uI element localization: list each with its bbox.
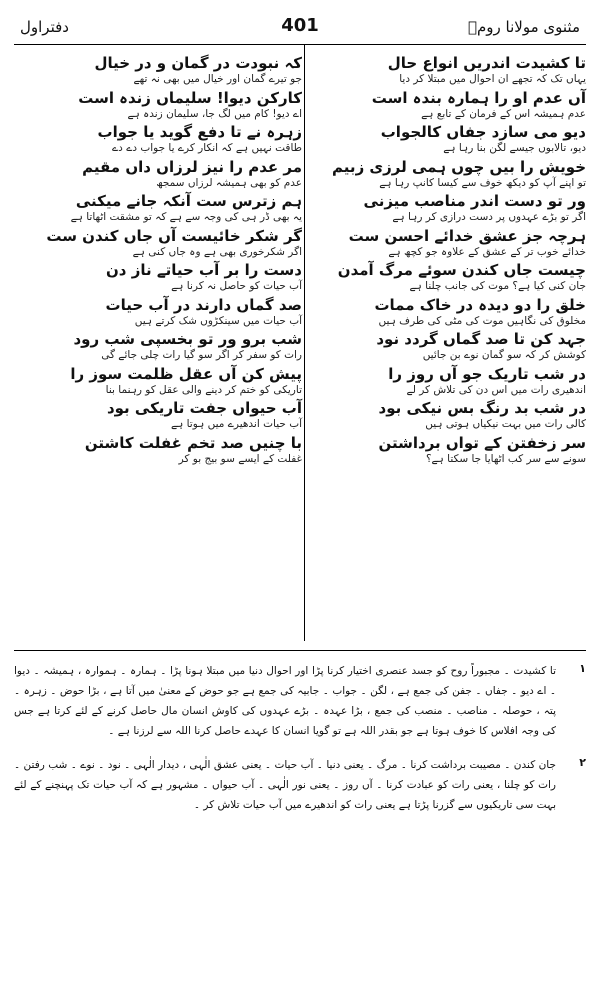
footnote-number: ۲	[579, 755, 586, 769]
verse-translation: خدائے خوب تر کے عشق کے علاوہ جو کچھ ہے	[388, 245, 586, 258]
right-verse-column	[304, 56, 586, 640]
column-divider	[304, 44, 305, 641]
verse-translation: کوشش کر کہ سو گمان نوے بن جائیں	[422, 349, 586, 361]
verse-translation: عدم کو بھی ہمیشہ لرزاں سمجھ	[156, 176, 302, 189]
verse-translation: مخلوق کی نگاہیں موت کی مٹی کی طرف ہیں	[378, 314, 586, 327]
verse-translation: یہاں تک کہ تجھے ان احوال میں مبتلا کر دیا	[399, 73, 586, 85]
verse-line: ہم زترس ست آنکہ جانے میکنی	[75, 192, 302, 210]
verse-translation: کالی رات میں بہت نیکیاں ہوتی ہیں	[425, 418, 586, 430]
verse-line: کارکن دیوا! سلیماں زندہ است	[78, 88, 302, 107]
footnote-divider	[14, 650, 586, 651]
verse-translation: جان کنی کیا ہے؟ موت کی جانب چلنا ہے	[409, 280, 586, 292]
verse-translation: اگر شکرخوری بھی ہے وہ جاں کنی ہے	[132, 245, 302, 258]
verse-line: کہ نبودت در گمان و در خیال	[94, 54, 302, 72]
verse-translation: آب حیات کو حاصل نہ کرنا ہے	[171, 280, 302, 292]
footnote-text: جان کندن ۔ مصیبت برداشت کرنا ۔ مرگ ۔ یعنی دنیا ۔ آب حیات ۔ یعنی عشق الٰہی ، دیدار الٰہی ۔ نود ۔ نوے ۔ شب رفتن ۔ رات کو چلنا ، یعنی رات کو عبادت کرنا ۔ آں روز ۔ یعنی نور الٰہی ۔ آب حیواں ۔ مشہور ہے کہ آب حیات تک پہنچنے کے لئے بہت سی تاریکیوں سے گزرنا پڑتا ہے یعنی رات کو اندھیرے میں آب حیات تلاش کر ۔	[14, 758, 556, 811]
verse-translation: دیو، تالابوں جیسے لگن بنا رہا ہے	[443, 142, 586, 154]
verse-line: با چنیں صد تخم غفلت کاشتن	[84, 433, 302, 452]
footnote	[14, 662, 586, 742]
verse-line: تا کشیدت اندریں انواع حال	[387, 54, 586, 72]
book-title: مثنوی مولانا رومؒ	[468, 18, 580, 36]
verse-line: آب حیواں جفت تاریکی بود	[106, 399, 302, 417]
verse-line: آں عدم او را ہمارہ بندہ است	[371, 88, 586, 107]
verse-translation: رات کو سفر کر اگر سو گیا رات چلی جائے گی	[101, 349, 302, 361]
verse-line: گر شکر خائیست آں جاں کندن ست	[46, 226, 302, 245]
verse-line: زہرہ نے تا دفع گوید یا جواب	[97, 123, 302, 141]
verse-line: سر زخفتن کے تواں برداشتن	[378, 433, 586, 452]
verse-line: مر عدم را نیز لرزاں داں مقیم	[82, 157, 302, 176]
verse-line: خلق را دو دیدہ در خاک ممات	[374, 295, 586, 314]
page-header	[14, 12, 586, 44]
verse-line: صد گماں دارند در آب حیات	[105, 295, 302, 314]
verse-translation: آب حیات میں سینکڑوں شک کرتے ہیں	[134, 314, 302, 327]
verse-line: در شب بد رنگ بس نیکی بود	[378, 399, 586, 417]
verse-line: دیو می سازد جفاں کالجواب	[380, 123, 586, 141]
verse-line: ور تو دست اندر مناصب میزنی	[363, 192, 586, 210]
footnote	[14, 756, 586, 816]
verse-translation: عدم ہمیشہ اس کے فرمان کے تابع ہے	[421, 107, 586, 120]
verse-translation: تو اپنے آپ کو دیکھ خوف سے کیسا کانپ رہا ہے	[379, 176, 586, 189]
verse-translation: طاقت نہیں ہے کہ انکار کرے یا جواب دے دے	[112, 142, 302, 154]
verse-line: جہد کن تا صد گماں گردد نود	[376, 330, 586, 348]
verse-translation: سونے سے سر کب اٹھایا جا سکتا ہے؟	[425, 452, 586, 465]
verse-translation: آب حیات اندھیرے میں ہوتا ہے	[170, 418, 302, 430]
verse-translation: تاریکی کو ختم کر دینے والی عقل کو رہنما بنا	[105, 383, 302, 396]
verse-line: خویش را بیں چوں ہمی لرزی زبیم	[332, 157, 586, 176]
verse-translation: یہ بھی ڈر ہی کی وجہ سے ہے کہ تو مشقت اٹھاتا ہے	[70, 211, 302, 223]
footnotes	[14, 662, 586, 830]
verse-translation: اگر تو بڑے عہدوں پر دست درازی کر رہا ہے	[392, 211, 586, 223]
footnote-number: ۱	[579, 662, 586, 675]
verse-line: چیست جاں کندن سوئے مرگ آمدن	[337, 261, 586, 279]
footnote-text: تا کشیدت ۔ مجبوراً روح کو جسد عنصری اختیار کرنا پڑا اور احوال دنیا میں مبتلا ہونا پڑا ۔ ہمارہ ۔ ہموارہ ، ہمیشہ ۔ دیوا ۔ اے دیو ۔ جفاں ۔ جفن کی جمع ہے ، لگن ۔ جواب ۔ جابیہ کی جمع ہے جو حوض کے معنیٰ میں آتا ہے ، بڑا حوض ۔ زہرہ ۔ پتہ ، حوصلہ ۔ مناصب ۔ منصب کی جمع ، بڑا عہدہ ۔ بڑے عہدوں کی کاوش انسان مال حاصل کرنے کے لئے کرتا ہے جس کی وجہ افلاس کا خوف ہوتا ہے جو بقدر اللہ ہے تو گویا انسان کا عہدے حاصل کرنا اللہ سے لرزنا ہے ۔	[14, 665, 556, 737]
verse-line: دست را بر آب حیاتے ناز دن	[105, 261, 302, 279]
verse-line: شب برو ور تو بخسپی شب رود	[73, 330, 302, 348]
verse-line: ہرچہ جز عشق خدائے احسن ست	[348, 226, 586, 245]
verse-line: در شب تاریک جو آں روز را	[388, 364, 586, 383]
verse-translation: اندھیری رات میں اس دن کی تلاش کر لے	[406, 383, 586, 396]
left-verse-column	[14, 56, 302, 640]
page-number: 401	[281, 15, 319, 36]
verse-translation: غفلت کے ایسے سو بیج بو کر	[178, 452, 302, 465]
verse-translation: جو تیرے گمان اور خیال میں بھی نہ تھے	[133, 73, 302, 85]
verse-translation: اے دیو! کام میں لگ جا، سلیمان زندہ ہے	[127, 107, 302, 120]
volume-label: دفتراول	[20, 18, 69, 36]
verse-line: پیش کن آں عقل ظلمت سوز را	[70, 364, 302, 383]
header-divider	[14, 44, 586, 45]
